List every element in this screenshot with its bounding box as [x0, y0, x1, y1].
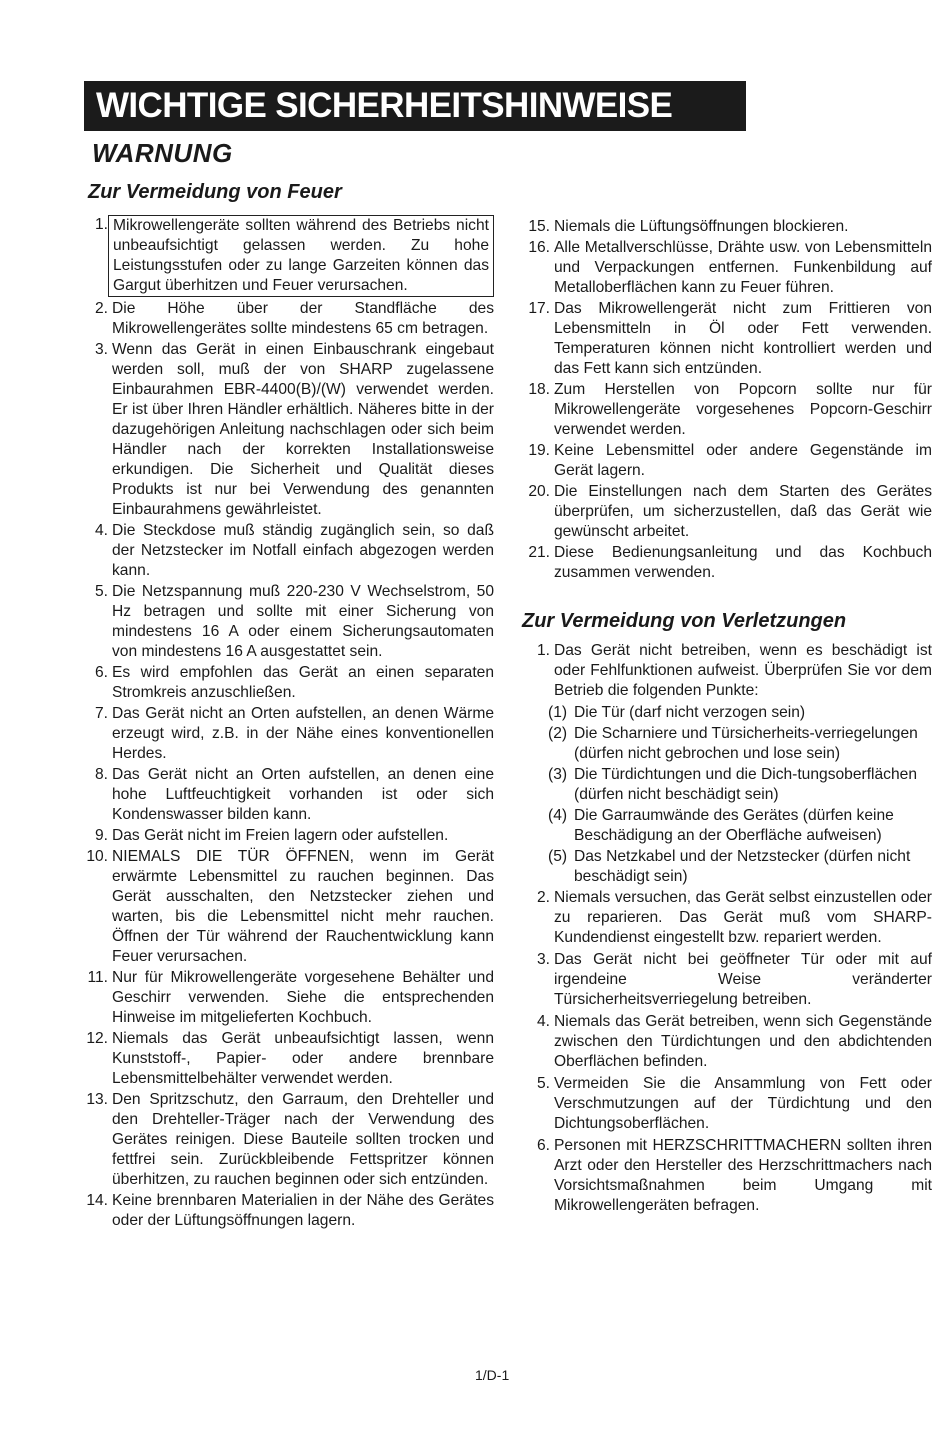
check-point	[518, 703, 932, 723]
item-number: 1.	[94, 216, 108, 233]
check-point	[518, 765, 932, 805]
list-item	[76, 663, 494, 703]
check-point-number: (3)	[548, 766, 568, 783]
list-item	[518, 1136, 932, 1216]
item-text: Wenn das Gerät in einen Einbauschrank eingebaut werden soll, muß der von SHARP zugelassene Einbaurahmen EBR-4400(B)/(W) verwendet werden. Er ist über Ihren Händler erhältlich. Näheres bitte in der dazugehörigen Anleitung nachschlagen oder sich beim Händler nach der korrekten Installationsweise erkundigen. Die Sicherheit und Qualität dieses Produkts ist nur bei Verwendung des genannten Einbaurahmens gewährleistet.	[112, 341, 494, 518]
item-number: 19.	[528, 442, 550, 459]
item-text: Niemals die Lüftungsöffnungen blockieren.	[554, 218, 849, 235]
list-item	[518, 950, 932, 1010]
list-item	[76, 521, 494, 581]
item-number: 6.	[94, 664, 108, 681]
item-text: Den Spritzschutz, den Garraum, den Drehteller und den Drehteller-Träger nach der Verwendung des Gerätes reinigen. Diese Bauteile sollten trocken und fettfrei sein. Zurückbleibende Fettspritzer können überhitzen, zu rauchen beginnen oder sich entzünden.	[112, 1091, 494, 1188]
item-text: Das Gerät nicht an Orten aufstellen, an denen Wärme erzeugt wird, z.B. in der Nähe eines konventionellen Herdes.	[112, 705, 494, 762]
list-item	[76, 1029, 494, 1089]
item-text: Alle Metallverschlüsse, Drähte usw. von Lebensmitteln und Verpackungen entfernen. Funkenbildung auf Metalloberflächen kann zu Feuer führen.	[554, 239, 932, 296]
item-number: 15.	[528, 218, 550, 235]
item-text: Nur für Mikrowellengeräte vorgesehene Behälter und Geschirr verwenden. Siehe die entsprechenden Hinweise im mitgelieferten Kochbuch.	[112, 969, 494, 1026]
fire-list-continued	[518, 217, 932, 583]
list-item	[76, 582, 494, 662]
item-number: 7.	[94, 705, 108, 722]
check-point-number: (1)	[548, 704, 568, 721]
check-point	[518, 847, 932, 887]
item-number: 4.	[536, 1013, 550, 1030]
check-point-number: (4)	[548, 807, 568, 824]
item-text: Niemals das Gerät unbeaufsichtigt lassen, wenn Kunststoff-, Papier- oder andere brennbare Lebensmittelbehälter verwendet werden.	[112, 1030, 494, 1087]
list-item	[518, 380, 932, 440]
item-text: Keine brennbaren Materialien in der Nähe des Gerätes oder der Lüftungsöffnungen lagern.	[112, 1192, 494, 1229]
check-point-text: Die Tür (darf nicht verzogen sein)	[574, 704, 806, 721]
fire-heading: Zur Vermeidung von Feuer	[88, 181, 342, 203]
list-item	[76, 765, 494, 825]
list-item	[76, 1191, 494, 1231]
check-point-text: Die Garraumwände des Gerätes (dürfen keine Beschädigung an der Oberfläche aufweisen)	[574, 807, 894, 844]
item-number: 17.	[528, 300, 550, 317]
item-text: Keine Lebensmittel oder andere Gegenstände im Gerät lagern.	[554, 442, 932, 479]
item-number: 8.	[94, 766, 108, 783]
list-item	[518, 1074, 932, 1134]
warning-title: WARNUNG	[92, 138, 233, 168]
item-text: Niemals das Gerät betreiben, wenn sich Gegenstände zwischen den Türdichtungen und den abdichtenden Oberflächen befinden.	[554, 1013, 932, 1070]
item-number: 3.	[94, 341, 108, 358]
item-text: NIEMALS DIE TÜR ÖFFNEN, wenn im Gerät erwärmte Lebensmittel zu rauchen beginnen. Das Gerät ausschalten, den Netzstecker ziehen und warten, bis die Lebensmittel nicht mehr rauchen. Öffnen der Tür während der Rauchentwicklung kann Feuer verursachen.	[112, 848, 494, 965]
item-text: Die Einstellungen nach dem Starten des Gerätes überprüfen, um sicherzustellen, daß das Gerät wie gewünscht arbeitet.	[554, 483, 932, 540]
injury-heading: Zur Vermeidung von Verletzungen	[522, 610, 847, 632]
list-item	[518, 217, 932, 237]
list-item	[76, 847, 494, 967]
item-number: 2.	[94, 300, 108, 317]
item-number: 10.	[86, 848, 108, 865]
check-point	[518, 806, 932, 846]
item-text: Mikrowellengeräte sollten während des Betriebs nicht unbeaufsichtigt gelassen werden. Zu hohe Leistungsstufen oder zu lange Garzeiten können das Gargut überhitzen und Feuer verursachen.	[108, 215, 494, 297]
check-point-text: Das Netzkabel und der Netzstecker (dürfen nicht beschädigt sein)	[574, 848, 911, 885]
item-number: 5.	[94, 583, 108, 600]
item-number: 3.	[536, 951, 550, 968]
item-number: 9.	[94, 827, 108, 844]
page-number: 1/D-1	[475, 1367, 510, 1383]
item-text: Das Gerät nicht betreiben, wenn es beschädigt ist oder Fehlfunktionen aufweist. Überprüfen Sie vor dem Betrieb die folgenden Punkte:	[554, 642, 932, 699]
item-text: Vermeiden Sie die Ansammlung von Fett oder Verschmutzungen auf der Türdichtung und den Dichtungsoberflächen.	[554, 1075, 932, 1132]
item-number: 4.	[94, 522, 108, 539]
list-item	[76, 340, 494, 520]
check-point	[518, 724, 932, 764]
item-text: Niemals versuchen, das Gerät selbst einzustellen oder zu reparieren. Das Gerät muß vom SHARP-Kundendienst eingestellt bzw. repariert werden.	[554, 889, 932, 946]
check-point-text: Die Türdichtungen und die Dich-tungsoberflächen (dürfen nicht beschädigt sein)	[574, 766, 917, 803]
list-item	[518, 441, 932, 481]
item-number: 21.	[528, 544, 550, 561]
item-text: Diese Bedienungsanleitung und das Kochbuch zusammen verwenden.	[554, 544, 932, 581]
item-number: 6.	[536, 1137, 550, 1154]
list-item	[76, 215, 494, 297]
list-item	[518, 888, 932, 948]
item-text: Das Gerät nicht an Orten aufstellen, an denen eine hohe Luftfeuchtigkeit vorhanden ist oder sich Kondenswasser bilden kann.	[112, 766, 494, 823]
item-number: 14.	[86, 1192, 108, 1209]
item-number: 20.	[528, 483, 550, 500]
list-item	[76, 968, 494, 1028]
list-item	[518, 543, 932, 583]
list-item	[518, 299, 932, 379]
item-number: 11.	[87, 969, 108, 986]
left-column	[76, 215, 494, 1232]
item-text: Das Gerät nicht im Freien lagern oder aufstellen.	[112, 827, 449, 844]
list-item	[518, 482, 932, 542]
item-text: Die Netzspannung muß 220-230 V Wechselstrom, 50 Hz betragen und sollte mit einer Sicherung von mindestens 16 A oder einem Sicherungsautomaten von mindestens 16 A ausgestattet sein.	[112, 583, 494, 660]
list-item	[518, 238, 932, 298]
item-text: Zum Herstellen von Popcorn sollte nur für Mikrowellengeräte vorgesehenes Popcorn-Geschirr verwendet werden.	[554, 381, 932, 438]
right-column	[518, 217, 932, 1218]
item-text: Die Steckdose muß ständig zugänglich sein, so daß der Netzstecker im Notfall einfach abgezogen werden kann.	[112, 522, 494, 579]
check-point-number: (5)	[548, 848, 568, 865]
list-item	[518, 1012, 932, 1072]
list-item	[76, 299, 494, 339]
item-number: 1.	[536, 642, 550, 659]
check-point-text: Die Scharniere und Türsicherheits-verriegelungen (dürfen nicht gebrochen und lose sein)	[574, 725, 918, 762]
item-number: 5.	[536, 1075, 550, 1092]
list-item	[518, 641, 932, 701]
item-number: 2.	[536, 889, 550, 906]
check-point-number: (2)	[548, 725, 568, 742]
item-text: Das Mikrowellengerät nicht zum Frittieren von Lebensmitteln in Öl oder Fett verwenden. Temperaturen können nicht kontrolliert werden und das Fett kann sich entzünden.	[554, 300, 932, 377]
item-number: 13.	[86, 1091, 108, 1108]
item-number: 16.	[528, 239, 550, 256]
item-number: 12.	[86, 1030, 108, 1047]
item-text: Personen mit HERZSCHRITTMACHERN sollten ihren Arzt oder den Hersteller des Herzschrittmachers nach Vorsichtsmaßnahmen beim Umgang mit Mikrowellengeräten befragen.	[554, 1137, 932, 1214]
page-banner: WICHTIGE SICHERHEITSHINWEISE	[84, 81, 746, 131]
list-item	[76, 704, 494, 764]
item-text: Die Höhe über der Standfläche des Mikrowellengerätes sollte mindestens 65 cm betragen.	[112, 300, 494, 337]
list-item	[76, 826, 494, 846]
item-text: Das Gerät nicht bei geöffneter Tür oder mit auf irgendeine Weise veränderter Türsicherheitsverriegelung betreiben.	[554, 951, 932, 1008]
item-number: 18.	[528, 381, 550, 398]
list-item	[76, 1090, 494, 1190]
item-text: Es wird empfohlen das Gerät an einen separaten Stromkreis anzuschließen.	[112, 664, 494, 701]
injury-list	[518, 641, 932, 1216]
